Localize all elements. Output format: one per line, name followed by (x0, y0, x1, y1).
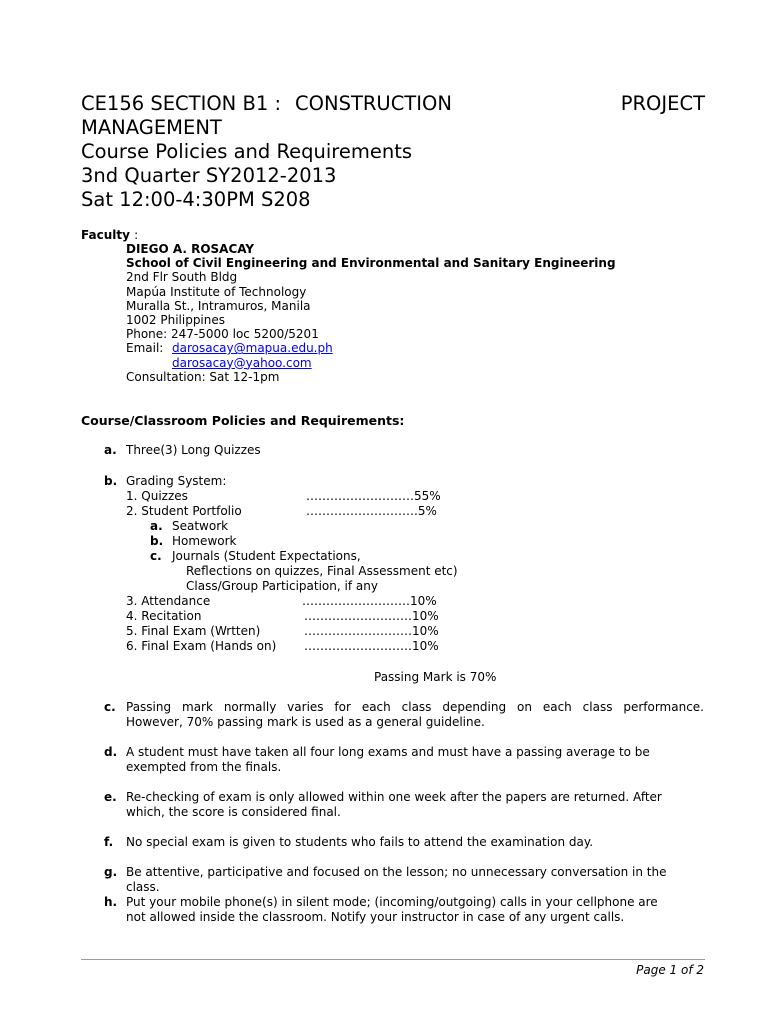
portfolio-item (126, 519, 704, 534)
course-title-word1: CONSTRUCTION (295, 92, 452, 115)
item-text-line: exempted from the finals. (126, 760, 282, 774)
course-title-line2: MANAGEMENT (81, 116, 222, 139)
grade-row (126, 489, 704, 504)
email-link-secondary[interactable]: darosacay@yahoo.com (172, 355, 312, 370)
faculty-info (126, 242, 616, 384)
grading-system (126, 474, 704, 654)
grade-row (126, 624, 704, 639)
faculty-address-line: 2nd Flr South Bldg (126, 270, 238, 285)
grade-name: 5. Final Exam (Wrtten) (126, 624, 261, 638)
policy-item-g (104, 865, 704, 895)
policy-item-f (104, 835, 704, 850)
item-text-line: which, the score is considered final. (126, 805, 341, 819)
item-text-line: No special exam is given to students who fails to attend the examination day. (126, 835, 594, 849)
grade-row (126, 639, 704, 654)
faculty-name: DIEGO A. ROSACAY (126, 242, 255, 256)
item-text-line: not allowed inside the classroom. Notify your instructor in case of any urgent calls. (126, 910, 625, 924)
faculty-label-text: Faculty (81, 228, 130, 242)
course-code: CE156 SECTION B1 : (81, 92, 282, 115)
portfolio-text: Homework (172, 534, 237, 548)
quarter-label: 3nd Quarter SY2012-2013 (81, 164, 337, 187)
faculty-label-colon: : (134, 228, 139, 242)
grade-value: ………………………10% (304, 639, 439, 653)
grade-row (126, 504, 704, 519)
item-letter: b. (104, 474, 118, 488)
grade-name: 1. Quizzes (126, 489, 188, 503)
course-title-line1 (81, 92, 705, 116)
portfolio-continuation: Class/Group Participation, if any (186, 579, 378, 593)
item-letter: h. (104, 895, 118, 909)
item-letter: f. (104, 835, 114, 849)
faculty-address-line: Muralla St., Intramuros, Manila (126, 298, 311, 313)
schedule-label: Sat 12:00-4:30PM S208 (81, 188, 311, 211)
faculty-email-row-2 (126, 356, 616, 370)
grade-row (126, 609, 704, 624)
email-label: Email: (126, 341, 164, 356)
portfolio-continuation: Reflections on quizzes, Final Assessment etc) (186, 564, 458, 578)
passing-mark: Passing Mark is 70% (374, 670, 497, 684)
email-link-primary[interactable]: darosacay@mapua.edu.ph (172, 341, 333, 356)
item-text-line: Passing mark normally varies for each class depending on each class performance. (126, 700, 704, 714)
policy-item-a (104, 443, 704, 458)
policy-item-b (104, 474, 704, 654)
faculty-label (81, 228, 138, 242)
portfolio-letter: b. (150, 534, 164, 548)
item-text-line: class. (126, 880, 160, 894)
item-letter: g. (104, 865, 118, 879)
item-text-line: A student must have taken all four long exams and must have a passing average to be (126, 745, 650, 759)
grade-name: 2. Student Portfolio (126, 504, 242, 518)
portfolio-item (126, 549, 704, 564)
faculty-address-line: Mapúa Institute of Technology (126, 284, 307, 299)
policy-item-e (104, 790, 704, 820)
item-text-line: Put your mobile phone(s) in silent mode; (incoming/outgoing) calls in your cellphone are (126, 895, 658, 909)
grade-row (126, 594, 704, 609)
faculty-consultation: Consultation: Sat 12-1pm (126, 369, 280, 384)
grade-value: ………………………55% (306, 489, 441, 503)
portfolio-text: Seatwork (172, 519, 229, 533)
faculty-address-line: 1002 Philippines (126, 312, 226, 327)
policy-item-h (104, 895, 704, 925)
item-text: Three(3) Long Quizzes (126, 443, 261, 457)
item-letter: d. (104, 745, 118, 759)
item-letter: e. (104, 790, 117, 804)
course-title-word2: PROJECT (620, 92, 705, 115)
page-number: Page 1 of 2 (636, 963, 704, 977)
item-text-line: Be attentive, participative and focused on the lesson; no unnecessary conversation in the (126, 865, 667, 879)
footer-divider (81, 959, 705, 960)
item-letter: c. (104, 700, 116, 714)
faculty-school: School of Civil Engineering and Environmental and Sanitary Engineering (126, 256, 616, 271)
portfolio-letter: c. (150, 549, 162, 563)
grade-name: 4. Recitation (126, 609, 202, 623)
grade-name: 3. Attendance (126, 594, 211, 608)
grade-value: ………………………10% (304, 624, 439, 638)
item-text-line: Re-checking of exam is only allowed within one week after the papers are returned. After (126, 790, 662, 804)
item-letter: a. (104, 443, 117, 457)
policy-item-d (104, 745, 704, 775)
portfolio-item (126, 534, 704, 549)
document-subtitle: Course Policies and Requirements (81, 140, 413, 163)
grade-value: ………………………10% (304, 609, 439, 623)
portfolio-text: Journals (Student Expectations, (172, 549, 361, 563)
grade-name: 6. Final Exam (Hands on) (126, 639, 277, 653)
faculty-email-row (126, 341, 616, 355)
portfolio-letter: a. (150, 519, 163, 533)
policy-item-c (104, 700, 704, 730)
grading-title: Grading System: (126, 474, 227, 488)
grade-value: ……………………….5% (306, 504, 437, 518)
grade-value: ………………………10% (302, 594, 437, 608)
faculty-phone: Phone: 247-5000 loc 5200/5201 (126, 327, 319, 342)
item-text-line: However, 70% passing mark is used as a general guideline. (126, 715, 485, 729)
policies-title: Course/Classroom Policies and Requirements: (81, 413, 405, 428)
